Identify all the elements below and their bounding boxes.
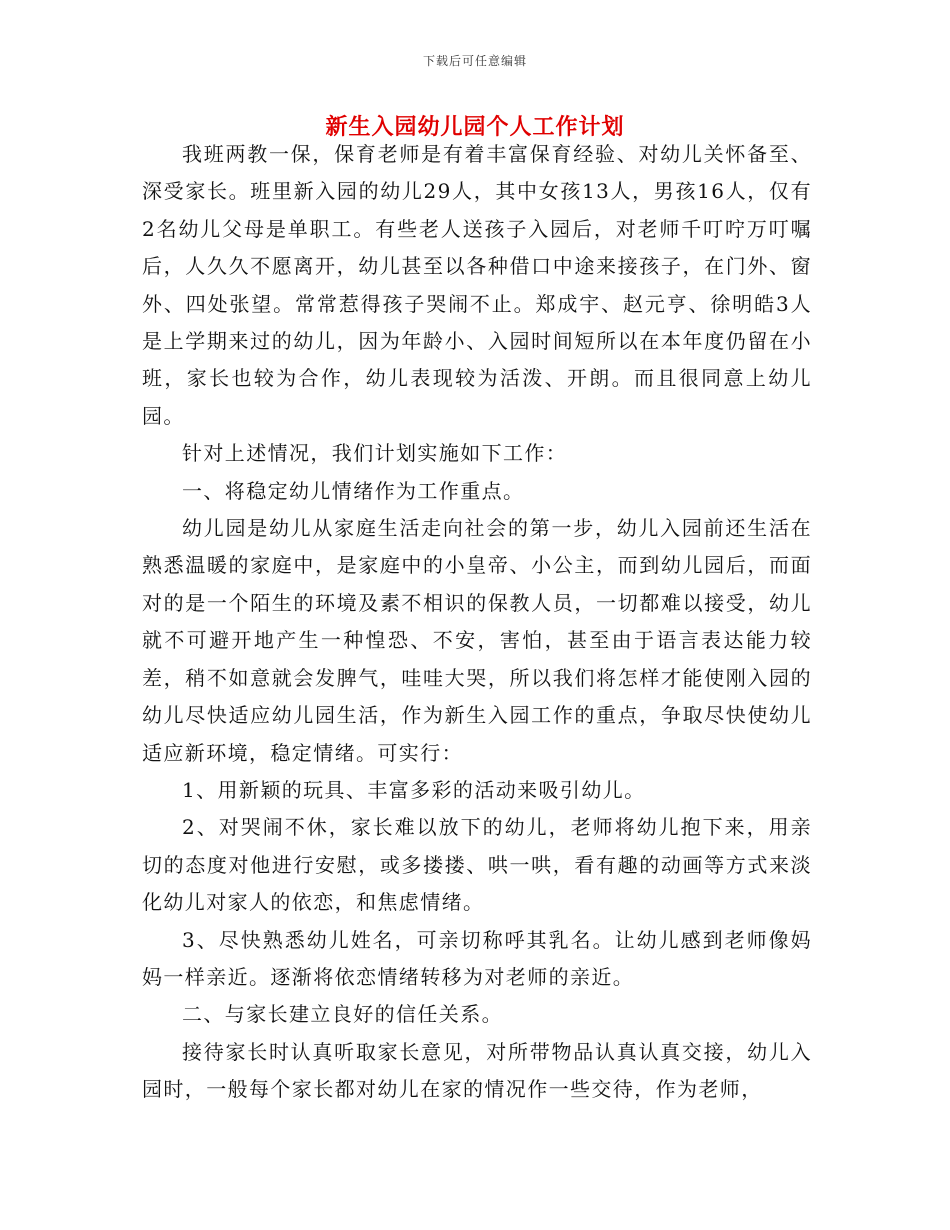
- section-heading: 一、将稳定幼儿情绪作为工作重点。: [182, 478, 525, 503]
- paragraph: 我班两教一保，保育老师是有着丰富保育经验、对幼儿关怀备至、深受家长。班里新入园的幼儿29人，其中女孩13人，男孩16人，仅有2名幼儿父母是单职工。有些老人送孩子入园后，对老师千叮咛万叮嘱后，人久久不愿离开，幼儿甚至以各种借口中途来接孩子，在门外、窗外、四处张望。常常惹得孩子哭闹不止。郑成宇、赵元亨、徐明皓3人是上学期来过的幼儿，因为年龄小、入园时间短所以在本年度仍留在小班，家长也较为合作，幼儿表现较为活泼、开朗。而且很同意上幼儿园。: [142, 142, 812, 428]
- section-heading: 二、与家长建立良好的信任关系。: [182, 1002, 503, 1027]
- document-title: 新生入园幼儿园个人工作计划: [325, 114, 625, 140]
- list-item: 2、对哭闹不休，家长难以放下的幼儿，老师将幼儿抱下来，用亲切的态度对他进行安慰，或多搂搂、哄一哄，看有趣的动画等方式来淡化幼儿对家人的依恋，和焦虑情绪。: [142, 815, 812, 915]
- list-item: 1、用新颖的玩具、丰富多彩的活动来吸引幼儿。: [182, 777, 646, 802]
- document-body: [142, 136, 812, 1109]
- paragraph: 接待家长时认真听取家长意见，对所带物品认真认真交接，幼儿入园时，一般每个家长都对幼儿在家的情况作一些交待，作为老师，: [142, 1039, 812, 1102]
- paragraph: 幼儿园是幼儿从家庭生活走向社会的第一步，幼儿入园前还生活在熟悉温暖的家庭中，是家庭中的小皇帝、小公主，而到幼儿园后，而面对的是一个陌生的环境及素不相识的保教人员，一切都难以接受，幼儿就不可避开地产生一种惶恐、不安，害怕，甚至由于语言表达能力较差，稍不如意就会发脾气，哇哇大哭，所以我们将怎样才能使刚入园的幼儿尽快适应幼儿园生活，作为新生入园工作的重点，争取尽快使幼儿适应新环境，稳定情绪。可实行：: [142, 516, 812, 765]
- list-item: 3、尽快熟悉幼儿姓名，可亲切称呼其乳名。让幼儿感到老师像妈妈一样亲近。逐渐将依恋情绪转移为对老师的亲近。: [142, 927, 812, 989]
- paragraph: 针对上述情况，我们计划实施如下工作：: [182, 441, 568, 466]
- header-note: 下载后可任意编辑: [422, 54, 527, 68]
